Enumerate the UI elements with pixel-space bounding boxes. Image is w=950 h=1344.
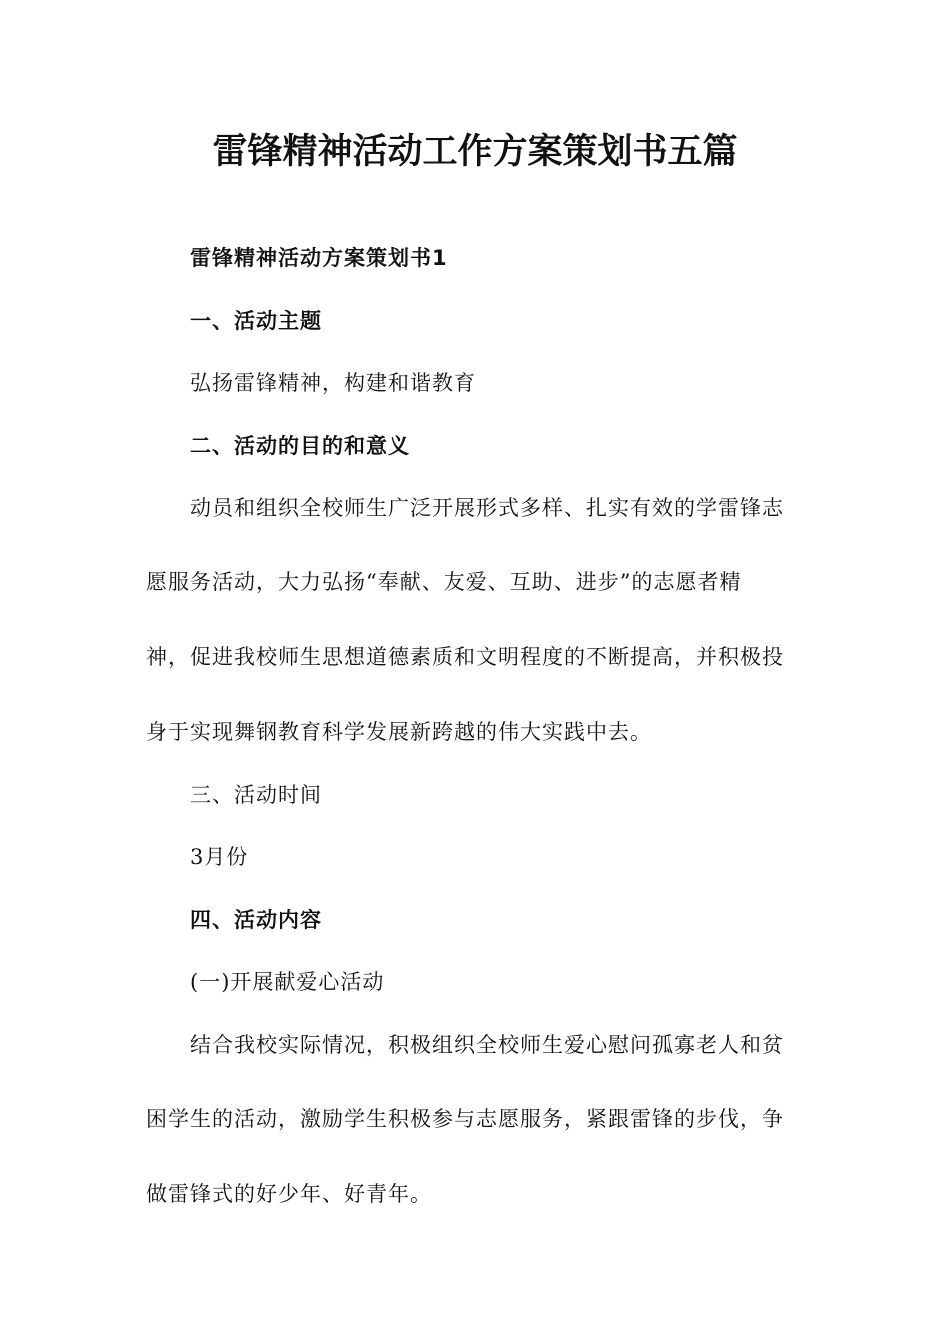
paragraph-purpose-line-1: 动员和组织全校师生广泛开展形式多样、扎实有效的学雷锋志 bbox=[190, 496, 784, 520]
heading-activity-time: 三、活动时间 bbox=[190, 783, 322, 807]
paragraph-time: 3月份 bbox=[190, 845, 249, 869]
section-heading-plan-1: 雷锋精神活动方案策划书1 bbox=[190, 246, 448, 270]
paragraph-charity-line-1: 结合我校实际情况，积极组织全校师生爱心慰问孤寡老人和贫 bbox=[190, 1033, 784, 1057]
paragraph-charity-line-3: 做雷锋式的好少年、好青年。 bbox=[146, 1182, 432, 1206]
heading-activity-content: 四、活动内容 bbox=[190, 908, 322, 932]
paragraph-purpose-line-4: 身于实现舞钢教育科学发展新跨越的伟大实践中去。 bbox=[146, 720, 652, 744]
paragraph-purpose-line-3: 神，促进我校师生思想道德素质和文明程度的不断提高，并积极投 bbox=[146, 645, 784, 669]
paragraph-theme: 弘扬雷锋精神，构建和谐教育 bbox=[190, 371, 476, 395]
paragraph-purpose-line-2: 愿服务活动，大力弘扬“奉献、友爱、互助、进步”的志愿者精 bbox=[146, 570, 742, 594]
heading-activity-theme: 一、活动主题 bbox=[190, 309, 322, 333]
document-title: 雷锋精神活动工作方案策划书五篇 bbox=[212, 132, 738, 172]
heading-purpose: 二、活动的目的和意义 bbox=[190, 434, 410, 458]
paragraph-charity-line-2: 困学生的活动，激励学生积极参与志愿服务，紧跟雷锋的步伐，争 bbox=[146, 1107, 784, 1131]
subheading-charity: (一)开展献爱心活动 bbox=[190, 970, 385, 994]
